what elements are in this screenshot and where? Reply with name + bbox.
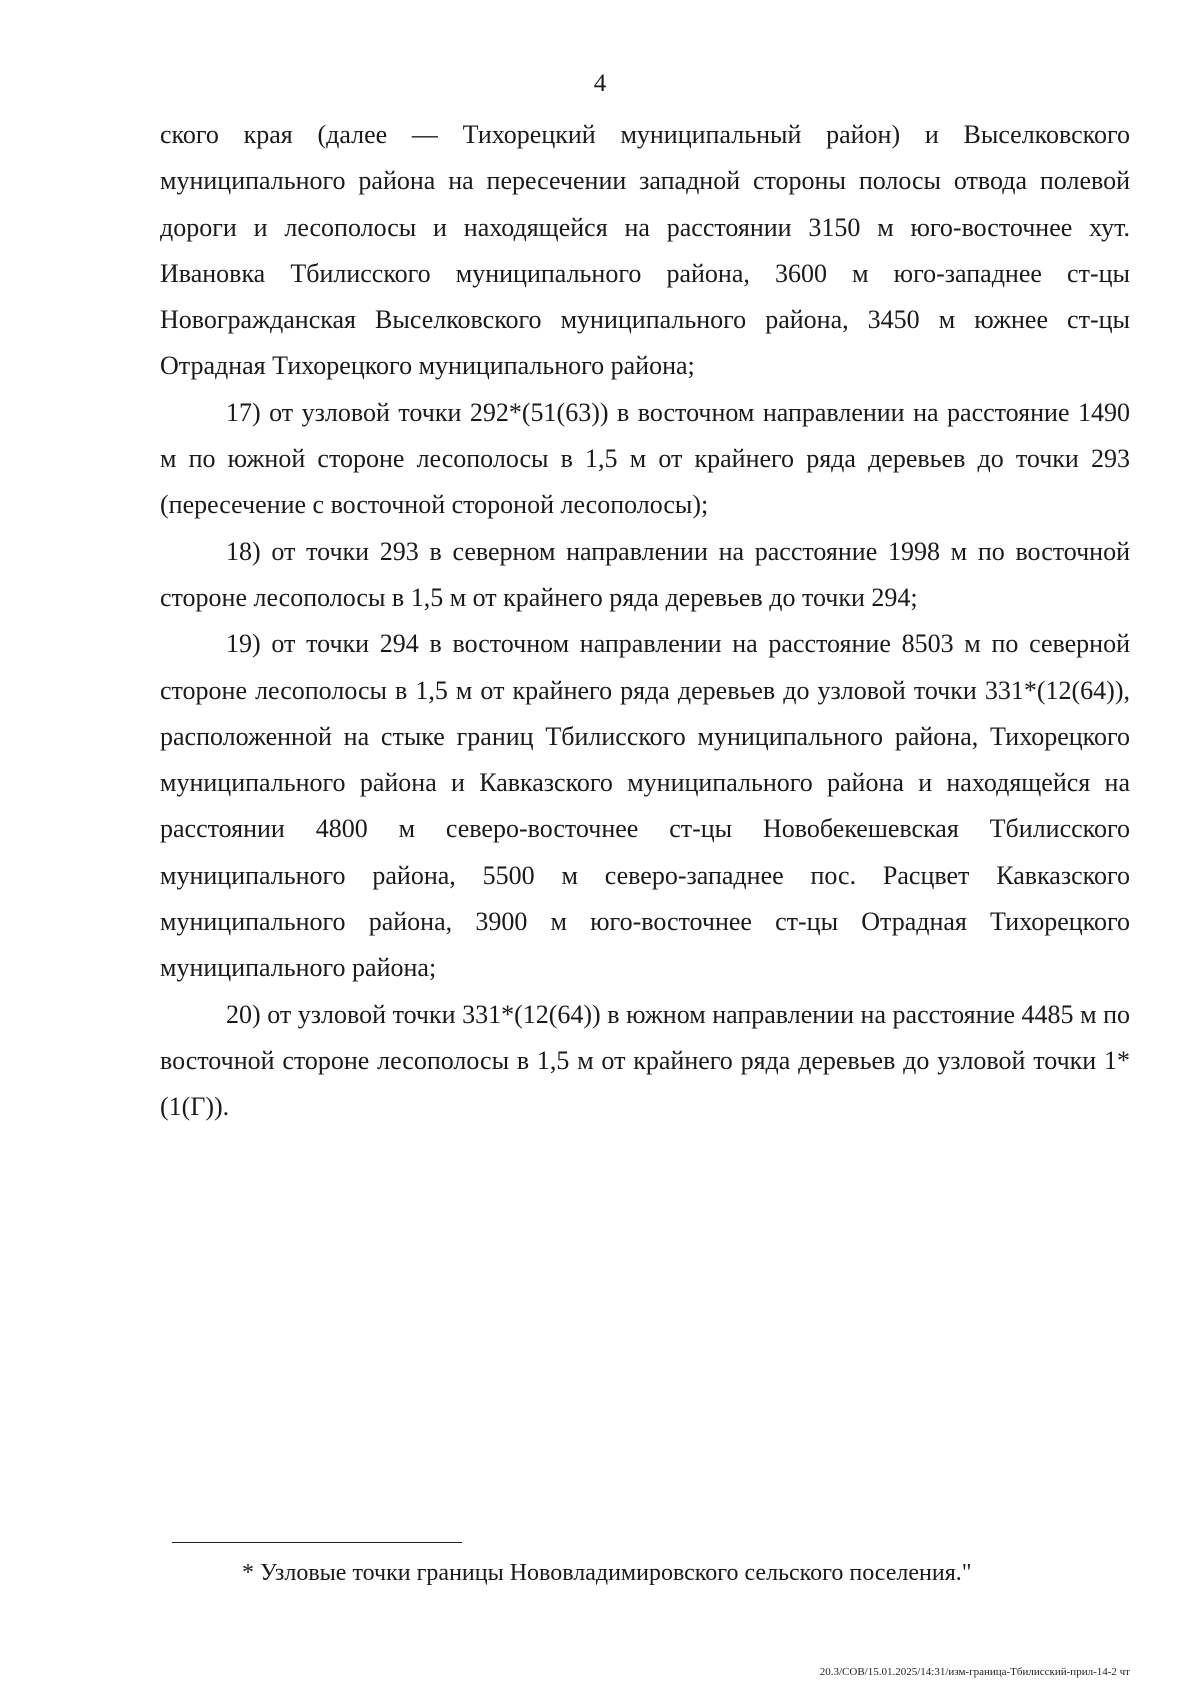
paragraph-item-17: 17) от узловой точки 292*(51(63)) в восточном направлении на расстояние 1490 м по южной стороне лесополосы в 1,5 м от крайнего ряда деревьев до точки 293 (пересечение с восточной стороной лесополосы); bbox=[160, 397, 1130, 520]
paragraph-item-20: 20) от узловой точки 331*(12(64)) в южном направлении на расстояние 4485 м по восточной стороне лесополосы в 1,5 м от крайнего ряда деревьев до узловой точки 1* (1(Г)). bbox=[160, 999, 1130, 1122]
footnote: * Узловые точки границы Нововладимировского сельского поселения." bbox=[242, 1560, 972, 1586]
paragraph-item-19: 19) от точки 294 в восточном направлении на расстояние 8503 м по северной стороне лесополосы в 1,5 м от крайнего ряда деревьев до узловой точки 331*(12(64)), расположенной на стыке границ Тбилисского муниципального района, Тихорецкого муниципального района и Кавказского муниципального района и находящейся на расстоянии 4800 м северо-восточнее ст-цы Новобекешевская Тбилисского муниципального района, 5500 м северо-западнее пос. Расцвет Кавказского муниципального района, 3900 м юго-восточнее ст-цы Отрадная Тихорецкого муниципального района; bbox=[160, 629, 1130, 983]
paragraph-item-18: 18) от точки 293 в северном направлении на расстояние 1998 м по восточной стороне лесополосы в 1,5 м от крайнего ряда деревьев до точки 294; bbox=[160, 536, 1130, 612]
paragraph-continuation: ского края (далее — Тихорецкий муниципальный район) и Выселковского муниципального района на пересечении западной стороны полосы отвода полевой дороги и лесополосы и находящейся на расстоянии 3150 м юго-восточнее хут. Ивановка Тбилисского муниципального района, 3600 м юго-западнее ст-цы Новогражданская Выселковского муниципального района, 3450 м южнее ст-цы Отрадная Тихорецкого муниципального района; bbox=[160, 120, 1130, 381]
page-number: 4 bbox=[593, 70, 607, 97]
file-stamp: 20.3/СОВ/15.01.2025/14:31/изм-граница-Тбилисский-прил-14-2 чт bbox=[819, 1666, 1130, 1678]
footnote-divider bbox=[172, 1542, 462, 1543]
document-body bbox=[160, 112, 1130, 1131]
